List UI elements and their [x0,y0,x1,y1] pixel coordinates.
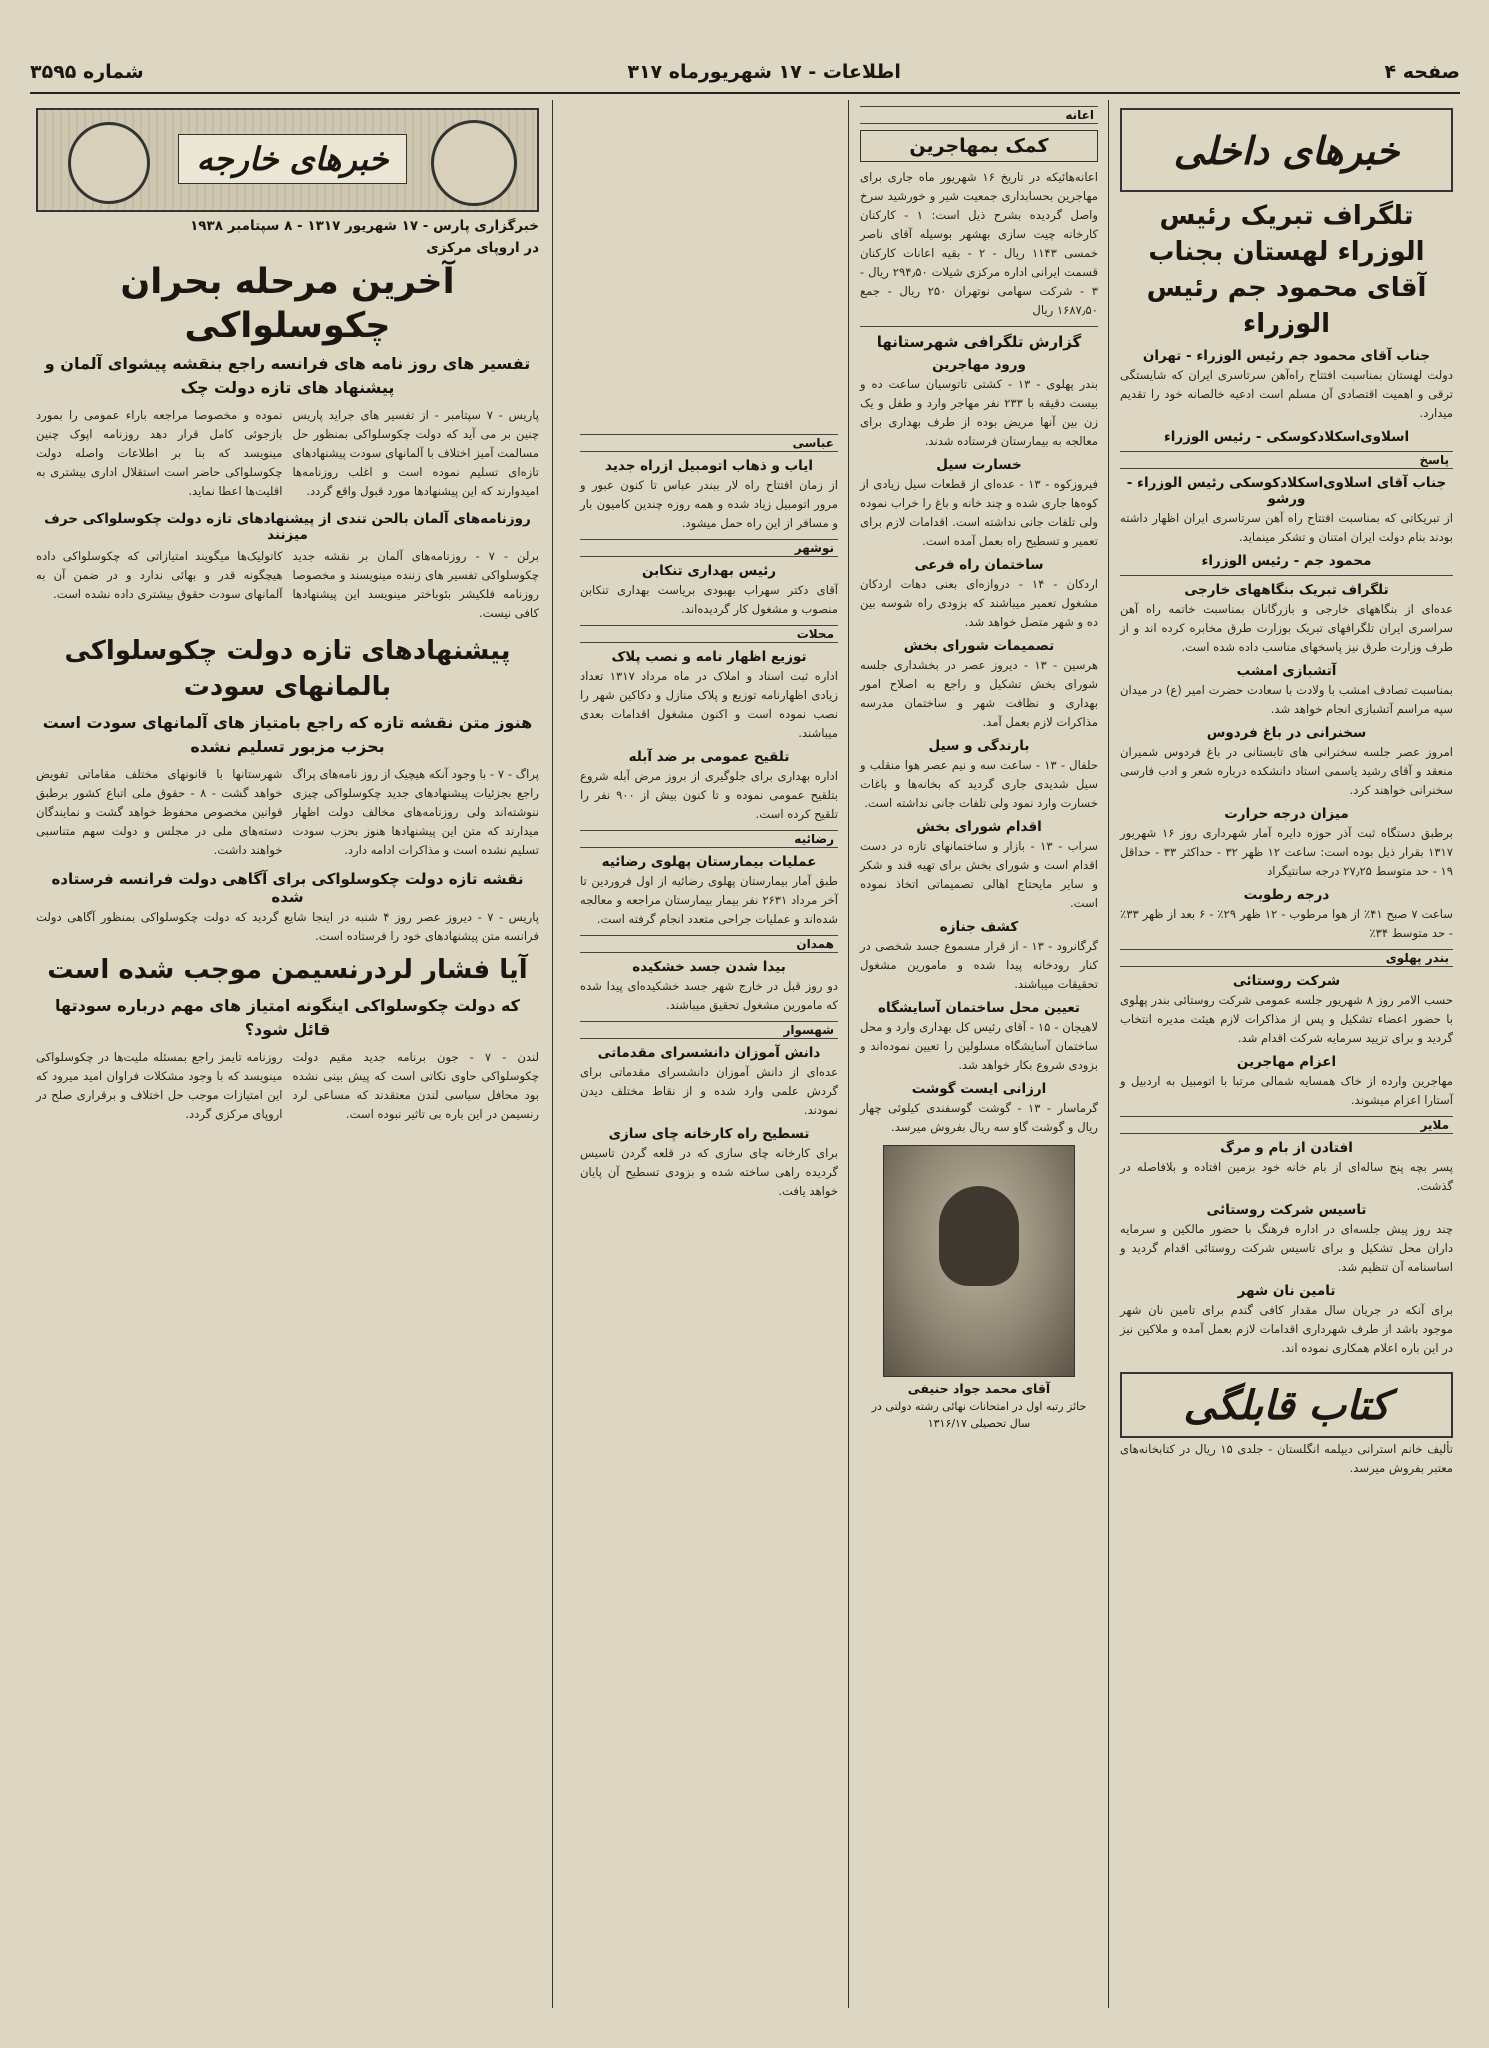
ferdows-text: امروز عصر جلسه سخنرانی های تابستانی در باغ فردوس شمیران منعقد و آقای رشید یاسمی استاد دانشکده درباره شعر و ادب فارسی سخنرانی خواهند کرد. [1120,745,1453,797]
german-press-headline: روزنامه‌های آلمان بالحن تندی از پیشنهادهای تازه دولت چکوسلواکی حرف میزنند [44,511,531,543]
issue-number: شماره ۳۵۹۵ [30,61,144,83]
photo-caption-detail: حائز رتبه اول در امتحانات نهائی رشته دولتی در سال تحصیلی ۱۳۱۶/۱۷ [871,1400,1087,1430]
article-paragraph: لندن - ۷ - جون برنامه جدید مقیم دولت چکوسلواکی حاوی نکاتی است که پیش بینی نشده بود محافل سیاسی لندن معتقدند که مساعی لرد رنسیمن در این باره بی تاثیر نبوده است. [292,1050,540,1121]
meat-text: گرماسار - ۱۳ - گوشت گوسفندی کیلوئی چهار ریال و گوشت گاو سه ریال بفروش میرسد. [860,1101,1099,1134]
foreign-companies-text: عده‌ای از بنگاههای خارجی و بازرگانان بمناسبت خاتمه راه آهن سراسری ایران تلگرافهای تبریک بوزارت طرق مخابره کرده اند و از طرف وزارت طرق نیز پاسخهای مناسب داده شده است. [1120,602,1453,654]
shahsavar-tag: شهسوار [580,1021,838,1039]
emigrants-text: مهاجرین وارده از خاک همسایه شمالی مرتبا با اتومبیل به اردبیل و آستارا اعزام میشوند. [1120,1074,1453,1107]
article-paragraph: پراگ - ۷ - با وجود آنکه هیچیک از روز نامه‌های پراگ راجع بجزئیات پیشنهادهای جدید چکوسلواکی چیزی ننوشته‌اند ولی روزنامه‌های مخالف دولت اظهار میدارند که متن این پیشنهادها هنوز بحزب سودت تسلیم نشده است و مذاکرات ادامه دارد. [292,767,540,857]
students-text: عده‌ای از دانش آموزان دانشسرای مقدماتی برای گردش علمی وارد شده و از نقاط مختلف دیدن نمودند. [580,1065,838,1117]
article-columns [36,763,539,864]
bus-subhead: ایاب و ذهاب اتومبیل ازراه جدید [605,458,813,474]
fall-subhead: افتادن از بام و مرگ [1220,1140,1353,1156]
vaccination-subhead: تلقیح عمومی بر ضد آبله [628,749,790,765]
sudeten-subheadline: هنوز متن نقشه تازه که راجع بامتیاز های آلمانهای سودت است بحزب مزبور تسلیم نشده [42,713,533,756]
coop-subhead: شرکت روستائی [1232,973,1341,989]
book-ad-text: تألیف خانم استرانی دیپلمه انگلستان - جلدی ۱۵ ریال در کتابخانه‌های معتبر بفروش میرسد. [1120,1442,1453,1475]
bodies-subhead: کشف جنازه [939,919,1019,935]
flood-text: فیروزکوه - ۱۳ - عده‌ای از قطعات سیل زیادی از کوه‌ها جاری شده و چند خانه و باغ را خراب نموده ولی تلفات جانی نداشته است. اقدامات لازم برای تعمیر و تسطیح راه بعمل آمده است. [860,477,1098,548]
main-headline: آخرین مرحله بحران چکوسلواکی [120,262,455,346]
fireworks-subhead: آتشبازی امشب [1236,663,1337,679]
fireworks-text: بمناسبت تصادف امشب با ولادت با سعادت حضرت امیر (ع) در میدان سپه مراسم آتشبازی انجام خواهد شد. [1120,683,1453,716]
article-paragraph: نموده و مخصوصا مراجعه باراء عمومی را بمورد بازجوئی کامل قرار دهد روزنامه اپوک چنین مینویسد که بنا بر اطلاعات واصله دولت چکوسلواکی حاضر است استقلال اداری بیشتری به اقلیت‌ها اعطا نماید. [36,408,283,498]
portrait-photo [883,1145,1075,1377]
aid-column [854,100,1104,2018]
road-text: اردکان - ۱۴ - دروازه‌ای بعنی دهات اردکان مشغول تعمیر میباشند که بزودی راه شوسه بین ده و شهر متصل خواهد شد. [860,577,1098,629]
reply-address: جناب آقای اسلاوی‌اسکلادکوسکی رئیس الوزراء - ورشو [1126,475,1447,507]
reply-text: از تبریکاتی که بمناسبت افتتاح راه آهن سرتاسری ایران اظهار داشته بودند بنام دولت ایران امتنان و تشکر مینماید. [1120,511,1453,544]
road-subhead: ساختمان راه فرعی [914,557,1044,573]
foreign-companies-subhead: تلگراف تبریک بنگاههای خارجی [1184,582,1389,598]
hospital-text: طبق آمار بیمارستان پهلوی رضائیه از اول فروردین تا آخر مرداد ۲۶۳۱ نفر بیمار بیمارستان مراجعه و معالجه شده‌اند و عملیات جراحی متعدد انجام گرفته است. [580,874,838,926]
bread-text: برای آنکه در جریان سال مقدار کافی گندم برای تامین نان شهر موجود باشد از طرف شهرداری اقدامات لازم بعمل آمده و ملاکین نیز در این باره اعلام همکاری نموده اند. [1120,1303,1453,1355]
health-chief-text: آقای دکتر سهراب بهبودی بریاست بهداری تنکابن منصوب و مشغول کار گردیده‌اند. [580,583,838,616]
drought-text: دو روز قبل در خارج شهر جسد خشکیده‌ای پیدا شده که مامورین مشغول تحقیق میباشند. [580,979,838,1012]
bodies-text: گرگانرود - ۱۳ - از قرار مسموع جسد شخصی در کنار رودخانه پیدا شده و مامورین مشغول تحقیقات میباشند. [860,939,1098,991]
column-divider [848,100,849,2008]
cities-column [574,100,844,2018]
book-ad-title: کتاب قابلگی [1120,1372,1453,1438]
foreign-news-column [30,100,545,2018]
runciman-headline: آیا فشار لردرنسیمن موجب شده است [47,955,528,985]
storm-text: حلفال - ۱۳ - ساعت سه و نیم عصر هوا منقلب و سیل شدیدی جاری گردید که بخانه‌ها و باغات خسارت وارد نمود ولی تلفات جانی نداشته است. [860,758,1098,810]
pamphlet-text: اداره ثبت اسناد و املاک در ماه مرداد ۱۳۱۷ تعداد زیادی اظهارنامه توزیع و پلاک منازل و دکاکین شهر را نصب نموده است و اکنون مشغول اقدامات بعدی میباشند. [580,669,838,740]
malayer-tag: ملایر [1120,1116,1453,1134]
ferdows-subhead: سخنرانی در باغ فردوس [1206,725,1367,741]
foreign-news-title: خبرهای خارجه [178,134,407,184]
article-paragraph: کاتولیک‌ها میگویند امتیازاتی که چکوسلواکی داده هیچگونه قدر و بهائی ندارد و در ضمن آن به آلمانهای سودت حقوق بیشتری داده نشده است. [36,549,283,601]
temperature-subhead: میزان درجه حرارت [1224,806,1349,822]
bread-subhead: تامین نان شهر [1237,1283,1336,1299]
aid-text: اعانه‌هائیکه در تاریخ ۱۶ شهریور ماه جاری برای مهاجرین بحسابداری جمعیت شیر و خورشید سرخ واصل گردیده بشرح ذیل است: ۱ - کارکنان کارخانه چیت سازی بهشهر بوسیله آقای ناصر خمسی ۱۱۴۳ ریال - ۲ - بقیه اعانات کارکنان قسمت ایرانی اداره مرکزی شیلات ۲۹۴٫۵۰ ریال - ۳ - شرکت سهامی نوتهران ۲۵۰ ریال - جمع ۱۶۸۷٫۵۰ ریال [860,170,1099,317]
foreign-news-banner [36,108,539,212]
page-number: صفحه ۴ [1384,61,1460,83]
article-paragraph: شهرستانها با قانونهای مختلف مقاماتی تفویض خواهد گشت - ۸ - حقوق ملی اتباع کشور برطبق قوانین مخصوص محفوظ خواهد گشت و نمایندگان دسته‌های ملی در مجلس و دولت سهم متناسبی خواهند داشت. [36,767,283,857]
mahallat-tag: محلات [580,625,838,643]
students-subhead: دانش آموزان دانشسرای مقدماتی [597,1045,821,1061]
reply-tag: پاسخ [1120,451,1453,469]
article-paragraph: پاریس - ۷ - دیروز عصر روز ۴ شنبه در اینجا شایع گردید که دولت چکوسلواکی بمنظور آگاهی دولت فرانسه متن پیشنهادهای خود را فرستاده است. [36,910,540,943]
telegram-address: جناب آقای محمود جم رئیس الوزراء - تهران [1142,348,1431,364]
factory-subhead: تسطیح راه کارخانه چای سازی [608,1126,810,1142]
humidity-text: ساعت ۷ صبح ۴۱٪ از هوا مرطوب - ۱۲ ظهر ۲۹٪ - ۶ بعد از ظهر ۳۳٪ - حد متوسط ۳۴٪ [1120,907,1454,940]
factory-text: برای کارخانه چای سازی که در قلعه گردن تاسیس گردیده راهی ساخته شده و بزودی تسطیح آن پایان خواهد یافت. [580,1146,838,1198]
central-europe-tag: در اروپای مرکزی [426,240,539,256]
flood-subhead: خسارت سیل [936,457,1022,473]
bus-text: از زمان افتتاح راه لار ببندر عباس تا کنون عبور و مرور اتومبیل زیاد شده و همه روزه چندین کامیون بار و مسافر از این راه حمل میشود. [580,478,838,530]
council-text: هرسین - ۱۳ - دیروز عصر در بخشداری جلسه شورای بخش تشکیل و راجع به اصلاح امور بهداری و نظافت شهر و ساختمان مدرسه مذاکرات لازم بعمل آمد. [860,658,1098,729]
notice-tag: اعانه [860,106,1098,124]
headline-telegram: تلگراف تبریک رئیس الوزراء لهستان بجناب آقای محمود جم رئیس الوزراء [1146,201,1427,339]
main-subheadline: تفسیر های روز نامه های فرانسه راجع بنقشه پیشوای آلمان و پیشنهاد های تازه دولت چک [44,354,531,397]
council2-subhead: اقدام شورای بخش [916,819,1042,835]
migrants-text: بندر پهلوی - ۱۳ - کشتی تاتوسیان ساعت ده و بیست دقیقه با ۲۳۳ نفر مهاجر وارد و طفل و یک زن بین آنها مریض بوده از طرف بهداری برای معالجه به بیمارستان فرستاده شدند. [860,377,1098,448]
health-chief-subhead: رئیس بهداری تنکابن [641,563,777,579]
masthead [30,52,1460,94]
telegram-signature: اسلاوی‌اسکلادکوسکی - رئیس الوزراء [1163,429,1410,445]
globe-icon [68,122,150,204]
article-paragraph: پاریس - ۷ سپتامبر - از تفسیر های جراید پاریس چنین بر می آید که دولت چکوسلواکی بمنظور حل مسالمت آمیز اختلاف با آلمانهای سودت پیشنهادهای تازه‌ای تسلیم نموده است و اغلب روزنامه‌ها امیدوارند که این پیشنهادها مورد قبول واقع گردد. [292,408,539,498]
council-subhead: تصمیمات شورای بخش [903,638,1055,654]
coop2-subhead: تاسیس شرکت روستائی [1206,1202,1367,1218]
coop-text: حسب الامر روز ۸ شهریور جلسه عمومی شرکت روستائی بندر پهلوی با حضور اعضاء تشکیل و پس از مذاکرات لازم هیئت مدیره انتخاب گردید و برای تزیید سرمایه شرکت اقدام شد. [1120,993,1453,1045]
divider [860,326,1098,327]
migrants-subhead: ورود مهاجرین [932,357,1026,373]
pamphlet-subhead: توزیع اظهار نامه و نصب پلاک [611,649,807,665]
runciman-subheadline: که دولت چکوسلواکی اینگونه امتیاز های مهم درباره سودتها قائل شود؟ [55,996,520,1039]
article-paragraph: روزنامه تایمز راجع بمسئله ملیت‌ها در چکوسلواکی مینویسد که با وجود مشکلات فراوان امید میرود که این امتیازات موجب حل اختلاف و برقراری صلح در اروپای مرکزی گردد. [36,1050,283,1121]
reply-signature: محمود جم - رئیس الوزراء [1201,553,1372,569]
aid-headline: کمک بمهاجرین [860,130,1098,162]
city-reports-headline: گزارش تلگرافی شهرستانها [876,333,1082,351]
humidity-subhead: درجه رطوبت [1243,887,1330,903]
spacer [580,100,838,428]
domestic-news-column [1114,100,1459,2018]
nowshahr-tag: نوشهر [580,539,838,557]
vaccination-text: اداره بهداری برای جلوگیری از بروز مرض آبله شروع بتلقیح عمومی نموده و تا کنون بیش از ۹۰۰ نفر را تلقیح کرده است. [580,769,838,821]
article-paragraph: برلن - ۷ - روزنامه‌های آلمان بر نقشه جدید چکوسلواکی تفسیر های زننده مینویسند و مخصوصا روزنامه فلکیشر بئوباختر مینویسد این پیشنهادها کافی نیست. [292,549,539,620]
column-divider [1108,100,1109,2008]
sudeten-headline: پیشنهادهای تازه دولت چکوسلواکی بالمانهای سودت [64,636,511,702]
hamedan-tag: همدان [580,935,838,953]
article-columns [36,545,539,627]
globe-icon [431,120,517,206]
temperature-text: برطبق دستگاه ثبت آذر حوزه دایره آمار شهرداری روز ۱۶ شهریور ۱۳۱۷ بقرار ذیل بوده است: ساعت ۱۲ ظهر ۳۲ - حداکثر ۳۳ - حداقل ۱۹ - حد متوسط ۲۷٫۲۵ درجه سانتیگراد [1120,826,1454,878]
france-plan-headline: نقشه تازه دولت چکوسلواکی برای آگاهی دولت فرانسه فرستاده شده [51,870,524,906]
coop2-text: چند روز پیش جلسه‌ای در اداره فرهنگ با حضور مالکین و سرمایه داران محل تشکیل و برای تاسیس شرکت روستائی اقدام گردید و اساسنامه آن تنظیم شد. [1120,1222,1453,1274]
council2-text: سراب - ۱۳ - بازار و ساختمانهای تازه در دست اقدام است و شورای بخش برای تهیه قند و شکر و سایر مایحتاج اهالی تصمیماتی اتخاذ نموده است. [860,839,1098,910]
telegram-text: دولت لهستان بمناسبت افتتاح راه‌آهن سرتاسری ایران که شایستگی ترقی و اهمیت اقتصادی آن مسلم است ادعیه خالصانه خود را تقدیم میدارد. [1120,368,1453,420]
divider [1120,575,1453,576]
emigrants-subhead: اعزام مهاجرین [1236,1054,1337,1070]
bandar-pahlavi-tag: بندر پهلوی [1120,949,1453,967]
sanatorium-text: لاهیجان - ۱۵ - آقای رئیس کل بهداری وارد و محل ساختمان آسایشگاه مسلولین را تعیین نموده‌اند و بزودی شروع بکار خواهد شد. [860,1020,1098,1072]
storm-subhead: بارندگی و سیل [928,738,1030,754]
sanatorium-subhead: تعیین محل ساختمان آسایشگاه [878,1000,1080,1016]
fall-text: پسر بچه پنج ساله‌ای از بام خانه خود بزمین افتاده و بلافاصله در گذشت. [1120,1160,1453,1193]
article-columns [36,1046,539,1128]
article-columns [36,404,539,505]
photo-caption: آقای محمد جواد حنیفی [907,1381,1051,1396]
rezaieh-tag: رضائیه [580,830,838,848]
column-divider [552,100,553,2008]
hospital-subhead: عملیات بیمارستان پهلوی رضائیه [601,854,817,870]
abbasi-tag: عباسی [580,434,838,452]
news-agency-line: خبرگزاری پارس - ۱۷ شهریور ۱۳۱۷ - ۸ سپتامبر ۱۹۳۸ [190,218,539,234]
domestic-news-title: خبرهای داخلی [1120,108,1453,192]
newspaper-date: اطلاعات - ۱۷ شهریورماه ۳۱۷ [627,61,901,83]
meat-subhead: ارزانی ایست گوشت [911,1081,1047,1097]
drought-subhead: بیدا شدن جسد خشکیده [632,959,786,975]
